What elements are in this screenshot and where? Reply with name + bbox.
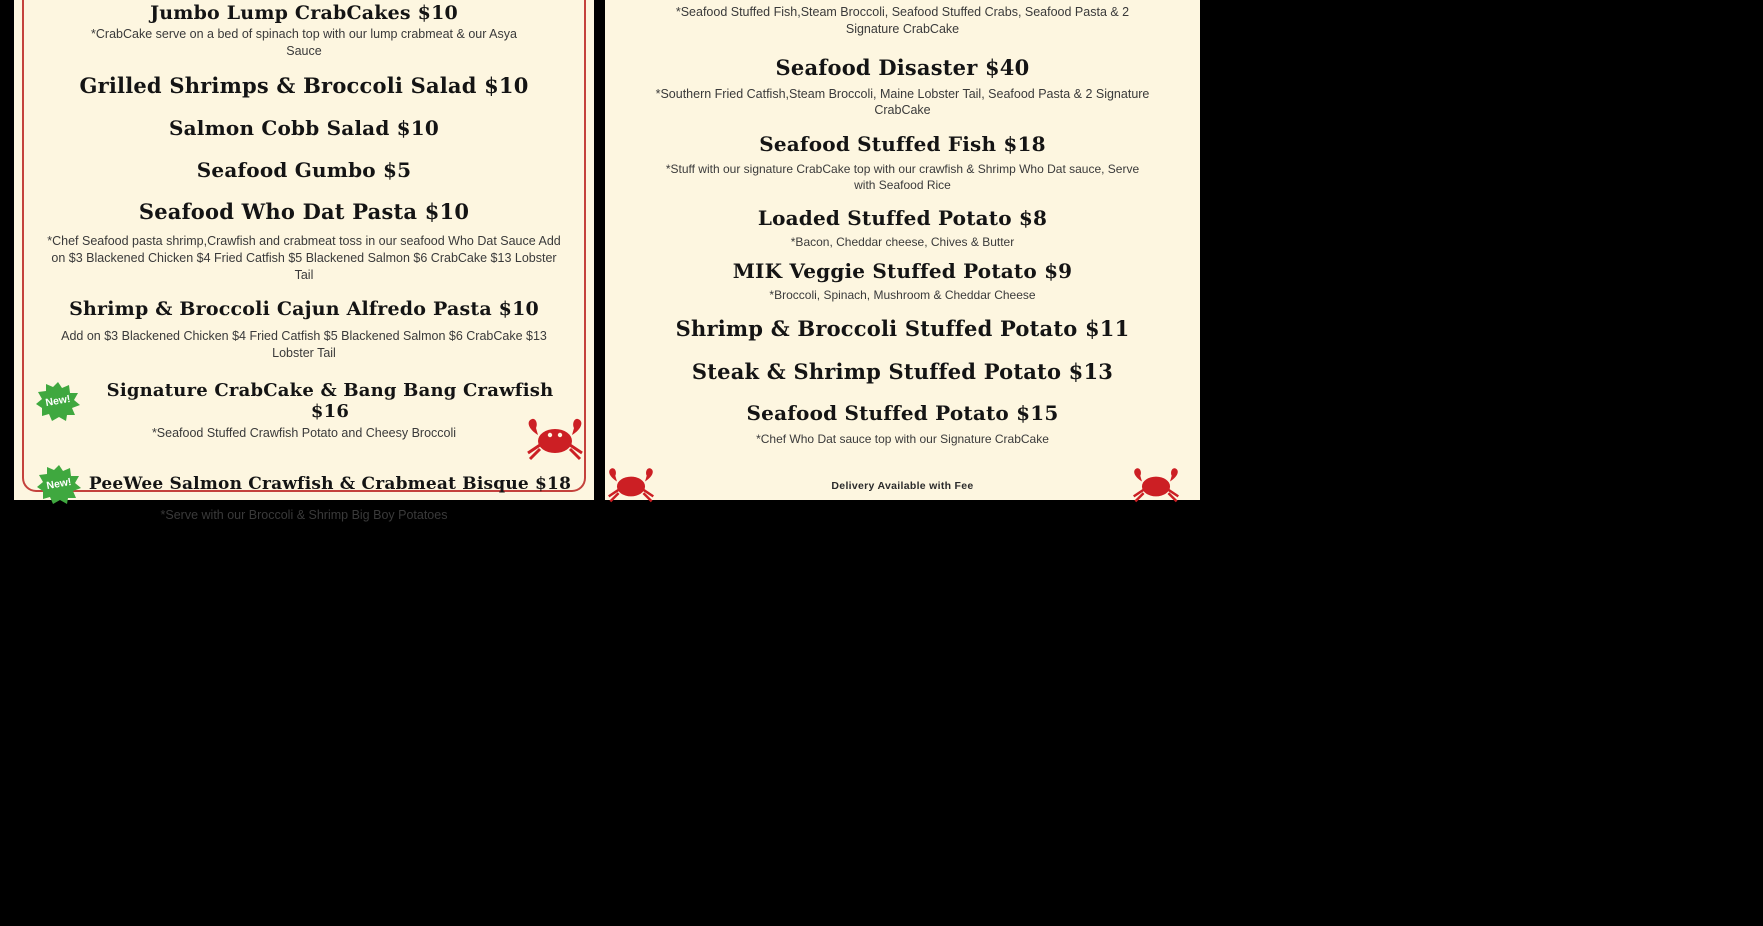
- menu-item: [627, 360, 1178, 385]
- menu-item-name: Shrimp & Broccoli Stuffed Potato $11: [675, 315, 1130, 341]
- new-badge-icon: [37, 464, 81, 504]
- new-badge-icon: [36, 381, 80, 421]
- menu-item-name: PeeWee Salmon Crawfish & Crabmeat Bisque $18: [88, 473, 572, 494]
- menu-item-name: Seafood Gumbo $5: [196, 157, 412, 182]
- menu-item-new: [36, 464, 572, 524]
- background-strip-gap: [594, 0, 605, 500]
- menu-item: [36, 74, 572, 99]
- menu-right-page: [605, 0, 1200, 500]
- menu-item-name: Signature CrabCake & Bang Bang Crawfish $16: [106, 379, 554, 422]
- menu-item-desc: *Serve with our Broccoli & Shrimp Big Boy Potatoes: [160, 508, 448, 522]
- menu-item: [36, 298, 572, 362]
- new-badge-label: New!: [44, 392, 72, 409]
- menu-item: [627, 133, 1178, 193]
- menu-left-column: [14, 0, 594, 524]
- menu-item-name: Loaded Stuffed Potato $8: [757, 206, 1048, 231]
- background-strip-right: [1200, 0, 1763, 500]
- crab-icon: [524, 415, 586, 466]
- menu-item-name: Seafood Stuffed Fish $18: [759, 132, 1046, 157]
- menu-item-desc: *Southern Fried Catfish,Steam Broccoli, Maine Lobster Tail, Seafood Pasta & 2 Signature CrabCake: [655, 86, 1150, 118]
- menu-item-name: MIK Veggie Stuffed Potato $9: [732, 259, 1073, 284]
- menu-item-name: Seafood Stuffed Potato $15: [746, 401, 1059, 426]
- menu-item-desc: *Stuff with our signature CrabCake top with our crawfish & Shrimp Who Dat sauce, Serve with Seafood Rice: [665, 161, 1140, 193]
- menu-item-desc: Add on $3 Blackened Chicken $4 Fried Catfish $5 Blackened Salmon $6 CrabCake $13 Lobster Tail: [61, 328, 547, 360]
- menu-item-desc: *Seafood Stuffed Crawfish Potato and Cheesy Broccoli: [151, 426, 457, 441]
- menu-item: [627, 317, 1178, 342]
- menu-item-name: Steak & Shrimp Stuffed Potato $13: [691, 358, 1114, 384]
- crab-icon: [1130, 465, 1182, 508]
- menu-item-desc: *Bacon, Cheddar cheese, Chives & Butter: [790, 234, 1015, 249]
- menu-item-new: [36, 380, 572, 442]
- menu-item: [36, 200, 572, 283]
- menu-item-desc: *Chef Seafood pasta shrimp,Crawfish and crabmeat toss in our seafood Who Dat Sauce Add on $3 Blackened Chicken $4 Fried Catfish $5 Blackened Salmon $6 CrabCake $13 Lobster Tail: [47, 233, 561, 282]
- background-strip-left: [0, 0, 14, 500]
- menu-item-desc: *CrabCake serve on a bed of spinach top with our lump crabmeat & our Asya Sauce: [91, 27, 517, 59]
- menu-item: [627, 260, 1178, 303]
- menu-item-name: Grilled Shrimps & Broccoli Salad $10: [79, 73, 529, 99]
- menu-item: [627, 402, 1178, 447]
- menu-item: [627, 207, 1178, 250]
- menu-item-desc: *Seafood Stuffed Fish,Steam Broccoli, Seafood Stuffed Crabs, Seafood Pasta & 2 Signature CrabCake: [675, 5, 1130, 36]
- menu-right-column: [605, 0, 1200, 447]
- menu-item-desc: *Chef Who Dat sauce top with our Signature CrabCake: [756, 431, 1049, 446]
- menu-item-name: Seafood Disaster $40: [775, 54, 1030, 80]
- background-strip-bottom: [0, 500, 1763, 926]
- menu-item: [36, 159, 572, 183]
- menu-item: [36, 2, 572, 60]
- menu-item: [36, 117, 572, 141]
- delivery-note: Delivery Available with Fee: [831, 480, 974, 492]
- new-badge-label: New!: [45, 475, 73, 493]
- menu-item-desc: *Broccoli, Spinach, Mushroom & Cheddar Cheese: [769, 287, 1036, 302]
- menu-left-page: [14, 0, 594, 522]
- menu-item-name: Jumbo Lump CrabCakes $10: [150, 2, 458, 24]
- menu-item-name: Salmon Cobb Salad $10: [168, 115, 440, 140]
- menu-item-name: Shrimp & Broccoli Cajun Alfredo Pasta $10: [69, 297, 539, 320]
- menu-item-name: Seafood Who Dat Pasta $10: [138, 199, 470, 225]
- menu-item: [627, 56, 1178, 120]
